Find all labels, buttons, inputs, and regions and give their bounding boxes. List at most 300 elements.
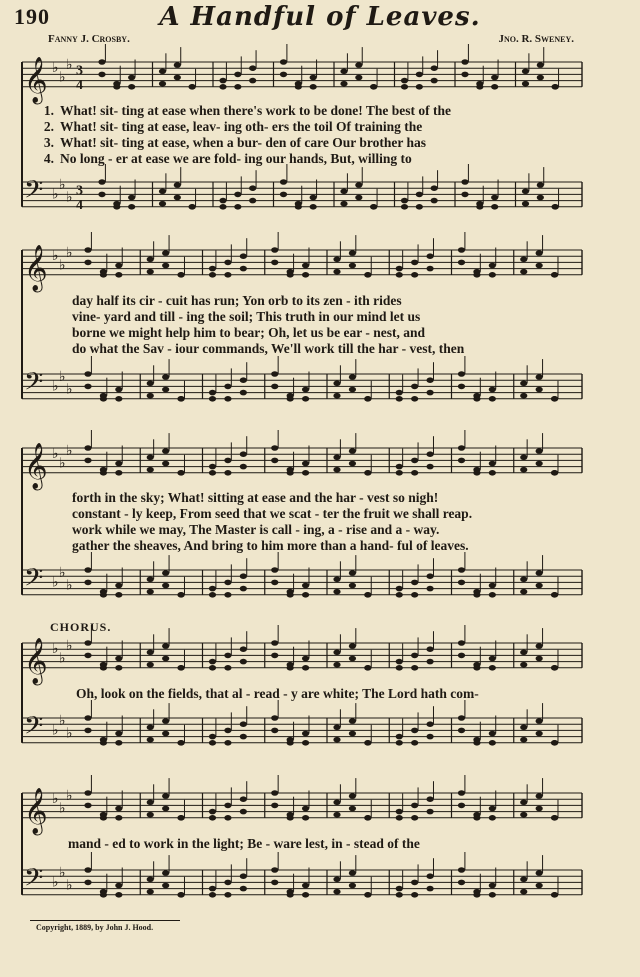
note-head	[224, 580, 231, 586]
note-head	[295, 204, 302, 210]
note-head	[162, 448, 169, 454]
flat-icon: ♭	[66, 577, 73, 594]
note-head	[355, 62, 362, 68]
note-head	[240, 659, 247, 665]
note-head	[364, 396, 371, 402]
note-head	[411, 592, 418, 598]
note-head	[100, 592, 107, 598]
note-head	[491, 84, 498, 90]
note-head	[310, 204, 317, 210]
note-head	[209, 464, 216, 470]
note-head	[520, 662, 527, 668]
note-head	[522, 201, 529, 207]
note-head	[489, 740, 496, 746]
note-head	[209, 390, 216, 396]
note-head	[84, 580, 91, 586]
note-head	[349, 583, 356, 589]
note-head	[520, 467, 527, 473]
note-head	[520, 812, 527, 818]
note-head	[489, 396, 496, 402]
note-head	[115, 883, 122, 889]
note-head	[552, 84, 559, 90]
verse-number: 2.	[43, 119, 54, 134]
flat-icon: ♭	[66, 245, 73, 262]
note-head	[113, 204, 120, 210]
flat-icon: ♭	[59, 800, 66, 817]
note-head	[302, 387, 309, 393]
note-head	[162, 461, 169, 467]
note-head	[349, 718, 356, 724]
note-head	[396, 665, 403, 671]
note-head	[147, 257, 154, 263]
note-head	[271, 653, 278, 659]
note-head	[240, 809, 247, 815]
bass-clef-icon: 𝄢	[24, 175, 44, 211]
note-head	[115, 806, 122, 812]
note-head	[177, 740, 184, 746]
note-head	[84, 715, 91, 721]
note-head	[489, 263, 496, 269]
flat-icon: ♭	[52, 378, 59, 395]
note-head	[552, 204, 559, 210]
note-head	[426, 464, 433, 470]
note-head	[84, 867, 91, 873]
note-head	[224, 470, 231, 476]
note-head	[473, 740, 480, 746]
note-head	[128, 195, 135, 201]
flat-icon: ♭	[59, 865, 66, 882]
note-head	[536, 793, 543, 799]
note-head	[461, 59, 468, 65]
note-head	[520, 589, 527, 595]
note-head	[224, 803, 231, 809]
note-head	[536, 250, 543, 256]
note-head	[431, 78, 438, 84]
verse-line-1	[36, 103, 451, 120]
note-head	[162, 250, 169, 256]
note-head	[271, 880, 278, 886]
note-head	[426, 721, 433, 727]
flat-icon: ♭	[52, 248, 59, 265]
lyric-line: vine- yard and till - ing the soil; This truth in our mind let us	[72, 309, 421, 324]
note-head	[426, 796, 433, 802]
note-head	[401, 204, 408, 210]
note-head	[209, 734, 216, 740]
flat-icon: ♭	[66, 877, 73, 894]
note-head	[147, 737, 154, 743]
note-head	[537, 75, 544, 81]
note-head	[162, 806, 169, 812]
note-head	[349, 793, 356, 799]
flat-icon: ♭	[66, 57, 73, 74]
note-head	[489, 665, 496, 671]
note-head	[426, 266, 433, 272]
note-head	[522, 81, 529, 87]
note-head	[520, 455, 527, 461]
note-head	[162, 870, 169, 876]
note-head	[209, 592, 216, 598]
note-head	[147, 577, 154, 583]
note-head	[234, 84, 241, 90]
note-head	[310, 195, 317, 201]
note-head	[411, 384, 418, 390]
note-head	[209, 586, 216, 592]
flat-icon: ♭	[52, 874, 59, 891]
note-head	[458, 790, 465, 796]
note-head	[520, 650, 527, 656]
note-head	[473, 470, 480, 476]
flat-icon: ♭	[66, 638, 73, 655]
note-head	[426, 377, 433, 383]
note-head	[271, 867, 278, 873]
hymn-title: A Handful of Leaves.	[159, 2, 481, 32]
bass-clef-icon: 𝄢	[24, 367, 44, 403]
note-head	[551, 665, 558, 671]
note-head	[302, 396, 309, 402]
note-head	[364, 740, 371, 746]
note-head	[177, 892, 184, 898]
note-head	[489, 656, 496, 662]
time-signature-bottom: 4	[76, 197, 83, 213]
note-head	[128, 75, 135, 81]
note-head	[396, 809, 403, 815]
note-head	[333, 877, 340, 883]
note-head	[224, 592, 231, 598]
note-head	[98, 59, 105, 65]
note-head	[271, 445, 278, 451]
note-head	[177, 272, 184, 278]
note-head	[174, 75, 181, 81]
note-head	[287, 892, 294, 898]
note-head	[520, 725, 527, 731]
time-signature-top: 3	[76, 63, 83, 79]
note-head	[396, 815, 403, 821]
note-head	[240, 721, 247, 727]
note-head	[411, 272, 418, 278]
note-head	[224, 458, 231, 464]
note-head	[411, 803, 418, 809]
chorus-lyric-line-1: Oh, look on the fields, that al - read - y are white; The Lord hath com-	[76, 686, 479, 701]
note-head	[147, 800, 154, 806]
flat-icon: ♭	[52, 722, 59, 739]
note-head	[489, 272, 496, 278]
note-head	[240, 886, 247, 892]
note-head	[302, 461, 309, 467]
note-head	[401, 84, 408, 90]
note-head	[240, 734, 247, 740]
note-head	[84, 640, 91, 646]
note-head	[411, 815, 418, 821]
note-head	[520, 381, 527, 387]
note-head	[473, 815, 480, 821]
note-head	[536, 883, 543, 889]
note-head	[100, 892, 107, 898]
note-head	[491, 75, 498, 81]
note-head	[84, 567, 91, 573]
note-head	[458, 247, 465, 253]
note-head	[147, 589, 154, 595]
note-head	[489, 806, 496, 812]
note-head	[115, 461, 122, 467]
note-head	[333, 725, 340, 731]
note-head	[536, 263, 543, 269]
note-head	[411, 396, 418, 402]
flat-icon: ♭	[59, 177, 66, 194]
flat-icon: ♭	[52, 641, 59, 658]
note-head	[333, 455, 340, 461]
note-head	[536, 374, 543, 380]
note-head	[240, 796, 247, 802]
note-head	[162, 793, 169, 799]
note-head	[333, 589, 340, 595]
note-head	[489, 583, 496, 589]
note-head	[302, 656, 309, 662]
note-head	[536, 583, 543, 589]
note-head	[411, 665, 418, 671]
note-head	[280, 192, 287, 198]
note-head	[426, 390, 433, 396]
note-head	[458, 867, 465, 873]
note-head	[209, 665, 216, 671]
note-head	[364, 665, 371, 671]
note-head	[162, 570, 169, 576]
verse-line-3	[36, 135, 426, 152]
flat-icon: ♭	[59, 565, 66, 582]
note-head	[431, 65, 438, 71]
note-head	[302, 583, 309, 589]
note-head	[209, 470, 216, 476]
note-head	[147, 381, 154, 387]
composer-credit: Jno. R. Sweney.	[498, 33, 574, 45]
note-head	[536, 448, 543, 454]
note-head	[520, 269, 527, 275]
note-head	[287, 396, 294, 402]
treble-clef-icon: 𝄞	[24, 637, 48, 684]
note-head	[522, 69, 529, 75]
flat-icon: ♭	[59, 713, 66, 730]
note-head	[115, 592, 122, 598]
note-head	[302, 815, 309, 821]
note-head	[396, 659, 403, 665]
note-head	[458, 384, 465, 390]
note-head	[147, 725, 154, 731]
note-head	[209, 815, 216, 821]
note-head	[411, 892, 418, 898]
note-head	[162, 263, 169, 269]
note-head	[489, 883, 496, 889]
lyric-line: do what the Sav - iour commands, We'll work till the har - vest, then	[72, 341, 465, 356]
flat-icon: ♭	[59, 369, 66, 386]
note-head	[224, 272, 231, 278]
note-head	[426, 253, 433, 259]
note-head	[98, 72, 105, 78]
note-head	[333, 737, 340, 743]
note-head	[249, 198, 256, 204]
note-head	[219, 78, 226, 84]
note-head	[271, 803, 278, 809]
note-head	[209, 396, 216, 402]
note-head	[396, 886, 403, 892]
flat-icon: ♭	[66, 381, 73, 398]
flat-icon: ♭	[59, 650, 66, 667]
note-head	[349, 656, 356, 662]
note-head	[84, 371, 91, 377]
note-head	[520, 257, 527, 263]
note-head	[349, 883, 356, 889]
note-head	[551, 815, 558, 821]
note-head	[249, 185, 256, 191]
note-head	[458, 580, 465, 586]
note-head	[411, 458, 418, 464]
note-head	[100, 272, 107, 278]
note-head	[302, 272, 309, 278]
note-head	[100, 665, 107, 671]
note-head	[396, 272, 403, 278]
note-head	[189, 84, 196, 90]
note-head	[115, 665, 122, 671]
note-head	[396, 396, 403, 402]
note-head	[100, 740, 107, 746]
note-head	[162, 883, 169, 889]
note-head	[159, 189, 166, 195]
verse-line-2	[36, 119, 422, 136]
note-head	[411, 580, 418, 586]
note-head	[349, 570, 356, 576]
note-head	[147, 812, 154, 818]
note-head	[224, 260, 231, 266]
note-head	[396, 470, 403, 476]
note-head	[271, 260, 278, 266]
time-signature-bottom: 4	[76, 77, 83, 93]
note-head	[115, 470, 122, 476]
note-head	[240, 377, 247, 383]
note-head	[174, 62, 181, 68]
note-head	[333, 577, 340, 583]
note-head	[209, 886, 216, 892]
note-head	[287, 592, 294, 598]
note-head	[551, 892, 558, 898]
note-head	[349, 374, 356, 380]
note-head	[461, 72, 468, 78]
note-head	[98, 179, 105, 185]
note-head	[177, 396, 184, 402]
note-head	[458, 640, 465, 646]
note-head	[476, 84, 483, 90]
note-head	[249, 78, 256, 84]
note-head	[287, 272, 294, 278]
note-head	[411, 740, 418, 746]
note-head	[489, 731, 496, 737]
note-head	[147, 455, 154, 461]
note-head	[401, 198, 408, 204]
note-head	[115, 396, 122, 402]
note-head	[84, 445, 91, 451]
note-head	[302, 892, 309, 898]
note-head	[84, 458, 91, 464]
note-head	[333, 812, 340, 818]
note-head	[416, 84, 423, 90]
note-head	[174, 182, 181, 188]
note-head	[426, 573, 433, 579]
note-head	[364, 892, 371, 898]
note-head	[426, 873, 433, 879]
note-head	[84, 247, 91, 253]
note-head	[234, 204, 241, 210]
note-head	[302, 740, 309, 746]
note-head	[128, 204, 135, 210]
note-head	[162, 583, 169, 589]
note-head	[536, 806, 543, 812]
note-head	[489, 592, 496, 598]
note-head	[426, 886, 433, 892]
note-head	[209, 892, 216, 898]
flat-icon: ♭	[59, 69, 66, 86]
note-head	[240, 873, 247, 879]
footer-rule	[30, 920, 180, 921]
note-head	[100, 815, 107, 821]
note-head	[287, 665, 294, 671]
note-head	[333, 269, 340, 275]
note-head	[147, 467, 154, 473]
note-head	[287, 470, 294, 476]
note-head	[520, 800, 527, 806]
note-head	[302, 883, 309, 889]
note-head	[224, 815, 231, 821]
note-head	[209, 272, 216, 278]
lyric-text: What! sit- ting at ease when there's work to be done! The best of the	[60, 103, 451, 118]
note-head	[159, 69, 166, 75]
chorus-label: CHORUS.	[50, 620, 112, 634]
note-head	[396, 390, 403, 396]
note-head	[396, 586, 403, 592]
lyric-line: gather the sheaves, And bring to him more than a hand- ful of leaves.	[72, 538, 469, 553]
note-head	[240, 586, 247, 592]
note-head	[302, 263, 309, 269]
note-head	[473, 665, 480, 671]
note-head	[333, 381, 340, 387]
note-head	[473, 396, 480, 402]
note-head	[240, 253, 247, 259]
note-head	[473, 892, 480, 898]
note-head	[349, 643, 356, 649]
note-head	[537, 62, 544, 68]
note-head	[411, 728, 418, 734]
note-head	[426, 809, 433, 815]
treble-clef-icon: 𝄞	[24, 442, 48, 489]
lyric-line: borne we might help him to bear; Oh, let us be ear - nest, and	[72, 325, 425, 340]
note-head	[340, 69, 347, 75]
note-head	[364, 815, 371, 821]
note-head	[536, 718, 543, 724]
note-head	[115, 740, 122, 746]
note-head	[147, 889, 154, 895]
note-head	[458, 653, 465, 659]
note-head	[458, 445, 465, 451]
note-head	[271, 728, 278, 734]
note-head	[333, 889, 340, 895]
note-head	[416, 204, 423, 210]
note-head	[349, 387, 356, 393]
hymn-number: 190	[14, 4, 50, 29]
note-head	[98, 192, 105, 198]
note-head	[536, 643, 543, 649]
note-head	[370, 204, 377, 210]
note-head	[84, 653, 91, 659]
lyric-text: No long - er at ease we are fold- ing our hands, But, willing to	[60, 151, 412, 166]
note-head	[224, 653, 231, 659]
note-head	[147, 269, 154, 275]
note-head	[177, 592, 184, 598]
